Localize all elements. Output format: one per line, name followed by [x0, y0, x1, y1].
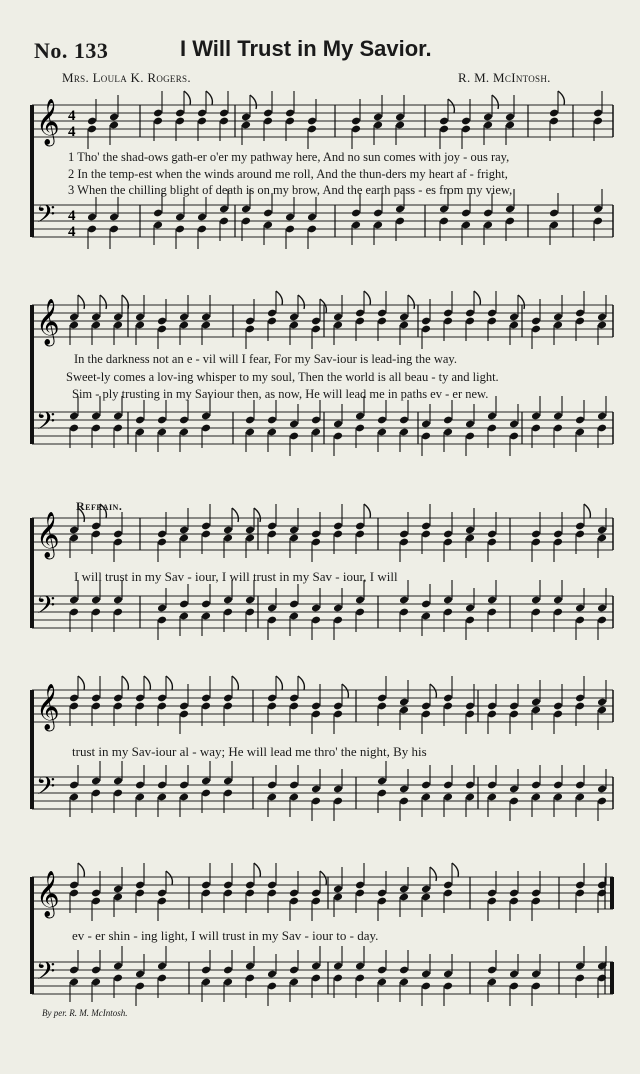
note-flag [232, 508, 238, 522]
copyright-note: By per. R. M. McIntosh. [42, 1008, 128, 1018]
note-flag [276, 676, 282, 690]
note-flag [78, 295, 84, 309]
note-flag [122, 676, 128, 690]
bass-clef-icon: 𝄢 [36, 591, 56, 626]
treble-clef-icon: 𝄞 [36, 512, 60, 558]
final-bar [610, 877, 614, 909]
final-bar [610, 962, 614, 994]
bass-clef-icon: 𝄢 [36, 957, 56, 992]
note-flag [584, 504, 590, 518]
note-flag [430, 684, 436, 698]
treble-clef-icon: 𝄞 [36, 871, 60, 917]
refrain-line2: trust in my Sav-iour al - way; He will lead me thro' the night, By his [72, 744, 427, 759]
note-flag [364, 504, 370, 518]
note-flag [166, 871, 172, 885]
note-flag [78, 676, 84, 690]
note-flag [298, 676, 304, 690]
note-flag [298, 295, 304, 309]
note-flag [320, 299, 326, 313]
note-flag [364, 291, 370, 305]
time-sig-top: 4 [68, 208, 76, 224]
note-flag [452, 863, 458, 877]
note-flag [430, 867, 436, 881]
treble-clef-icon: 𝄞 [36, 99, 60, 145]
composer-credit: R. M. McIntosh. [458, 70, 551, 85]
note-flag [320, 871, 326, 885]
time-sig-bottom: 4 [68, 224, 76, 240]
bass-clef-icon: 𝄢 [36, 407, 56, 442]
note-flag [250, 95, 256, 109]
note-flag [276, 291, 282, 305]
refrain-line3: ev - er shin - ing light, I will trust in my Sav - iour to - day. [72, 928, 379, 943]
note-flag [166, 676, 172, 690]
note-flag [558, 91, 564, 105]
verse3-line1: 3 When the chilling blight of death is on my brow, And the earth pass - es from my view, [68, 183, 513, 197]
verse2-line2: Sweet-ly comes a lov-ing whisper to my soul, Then the world is all beau - ty and light. [66, 370, 499, 384]
note-flag [184, 91, 190, 105]
note-flag [254, 863, 260, 877]
note-flag [206, 91, 212, 105]
refrain-line1: I will trust in my Sav - iour, I will trust in my Sav - iour, I will [74, 569, 398, 584]
treble-clef-icon: 𝄞 [36, 299, 60, 345]
note-flag [492, 95, 498, 109]
note-flag [448, 99, 454, 113]
treble-clef-icon: 𝄞 [36, 684, 60, 730]
verse1-line1: 1 Tho' the shad-ows gath-er o'er my pathway here, And no sun comes with joy - ous ray, [68, 150, 510, 164]
verse3-line2: Sim - ply trusting in my Saviour then, as now, He will lead me in paths ev - er new. [72, 387, 489, 401]
note-flag [342, 684, 348, 698]
bass-clef-icon: 𝄢 [36, 772, 56, 807]
verse2-line1: 2 In the temp-est when the winds around me roll, And the thun-ders my heart af - fright, [68, 167, 508, 181]
hymn-number: No. 133 [34, 38, 109, 63]
note-flag [78, 863, 84, 877]
note-flag [100, 295, 106, 309]
time-sig-top: 4 [68, 108, 76, 124]
note-flag [144, 676, 150, 690]
note-flag [474, 291, 480, 305]
time-sig-bottom: 4 [68, 124, 76, 140]
author-credit: Mrs. Loula K. Rogers. [62, 70, 191, 85]
note-flag [254, 508, 260, 522]
hymn-title: I Will Trust in My Savior. [180, 36, 432, 61]
note-flag [232, 676, 238, 690]
note-flag [408, 295, 414, 309]
refrain-label: Refrain. [76, 499, 123, 513]
note-flag [518, 295, 524, 309]
bass-clef-icon: 𝄢 [36, 200, 56, 235]
verse1-line2: In the darkness not an e - vil will I fear, For my Sav-iour is lead-ing the way. [74, 352, 457, 366]
